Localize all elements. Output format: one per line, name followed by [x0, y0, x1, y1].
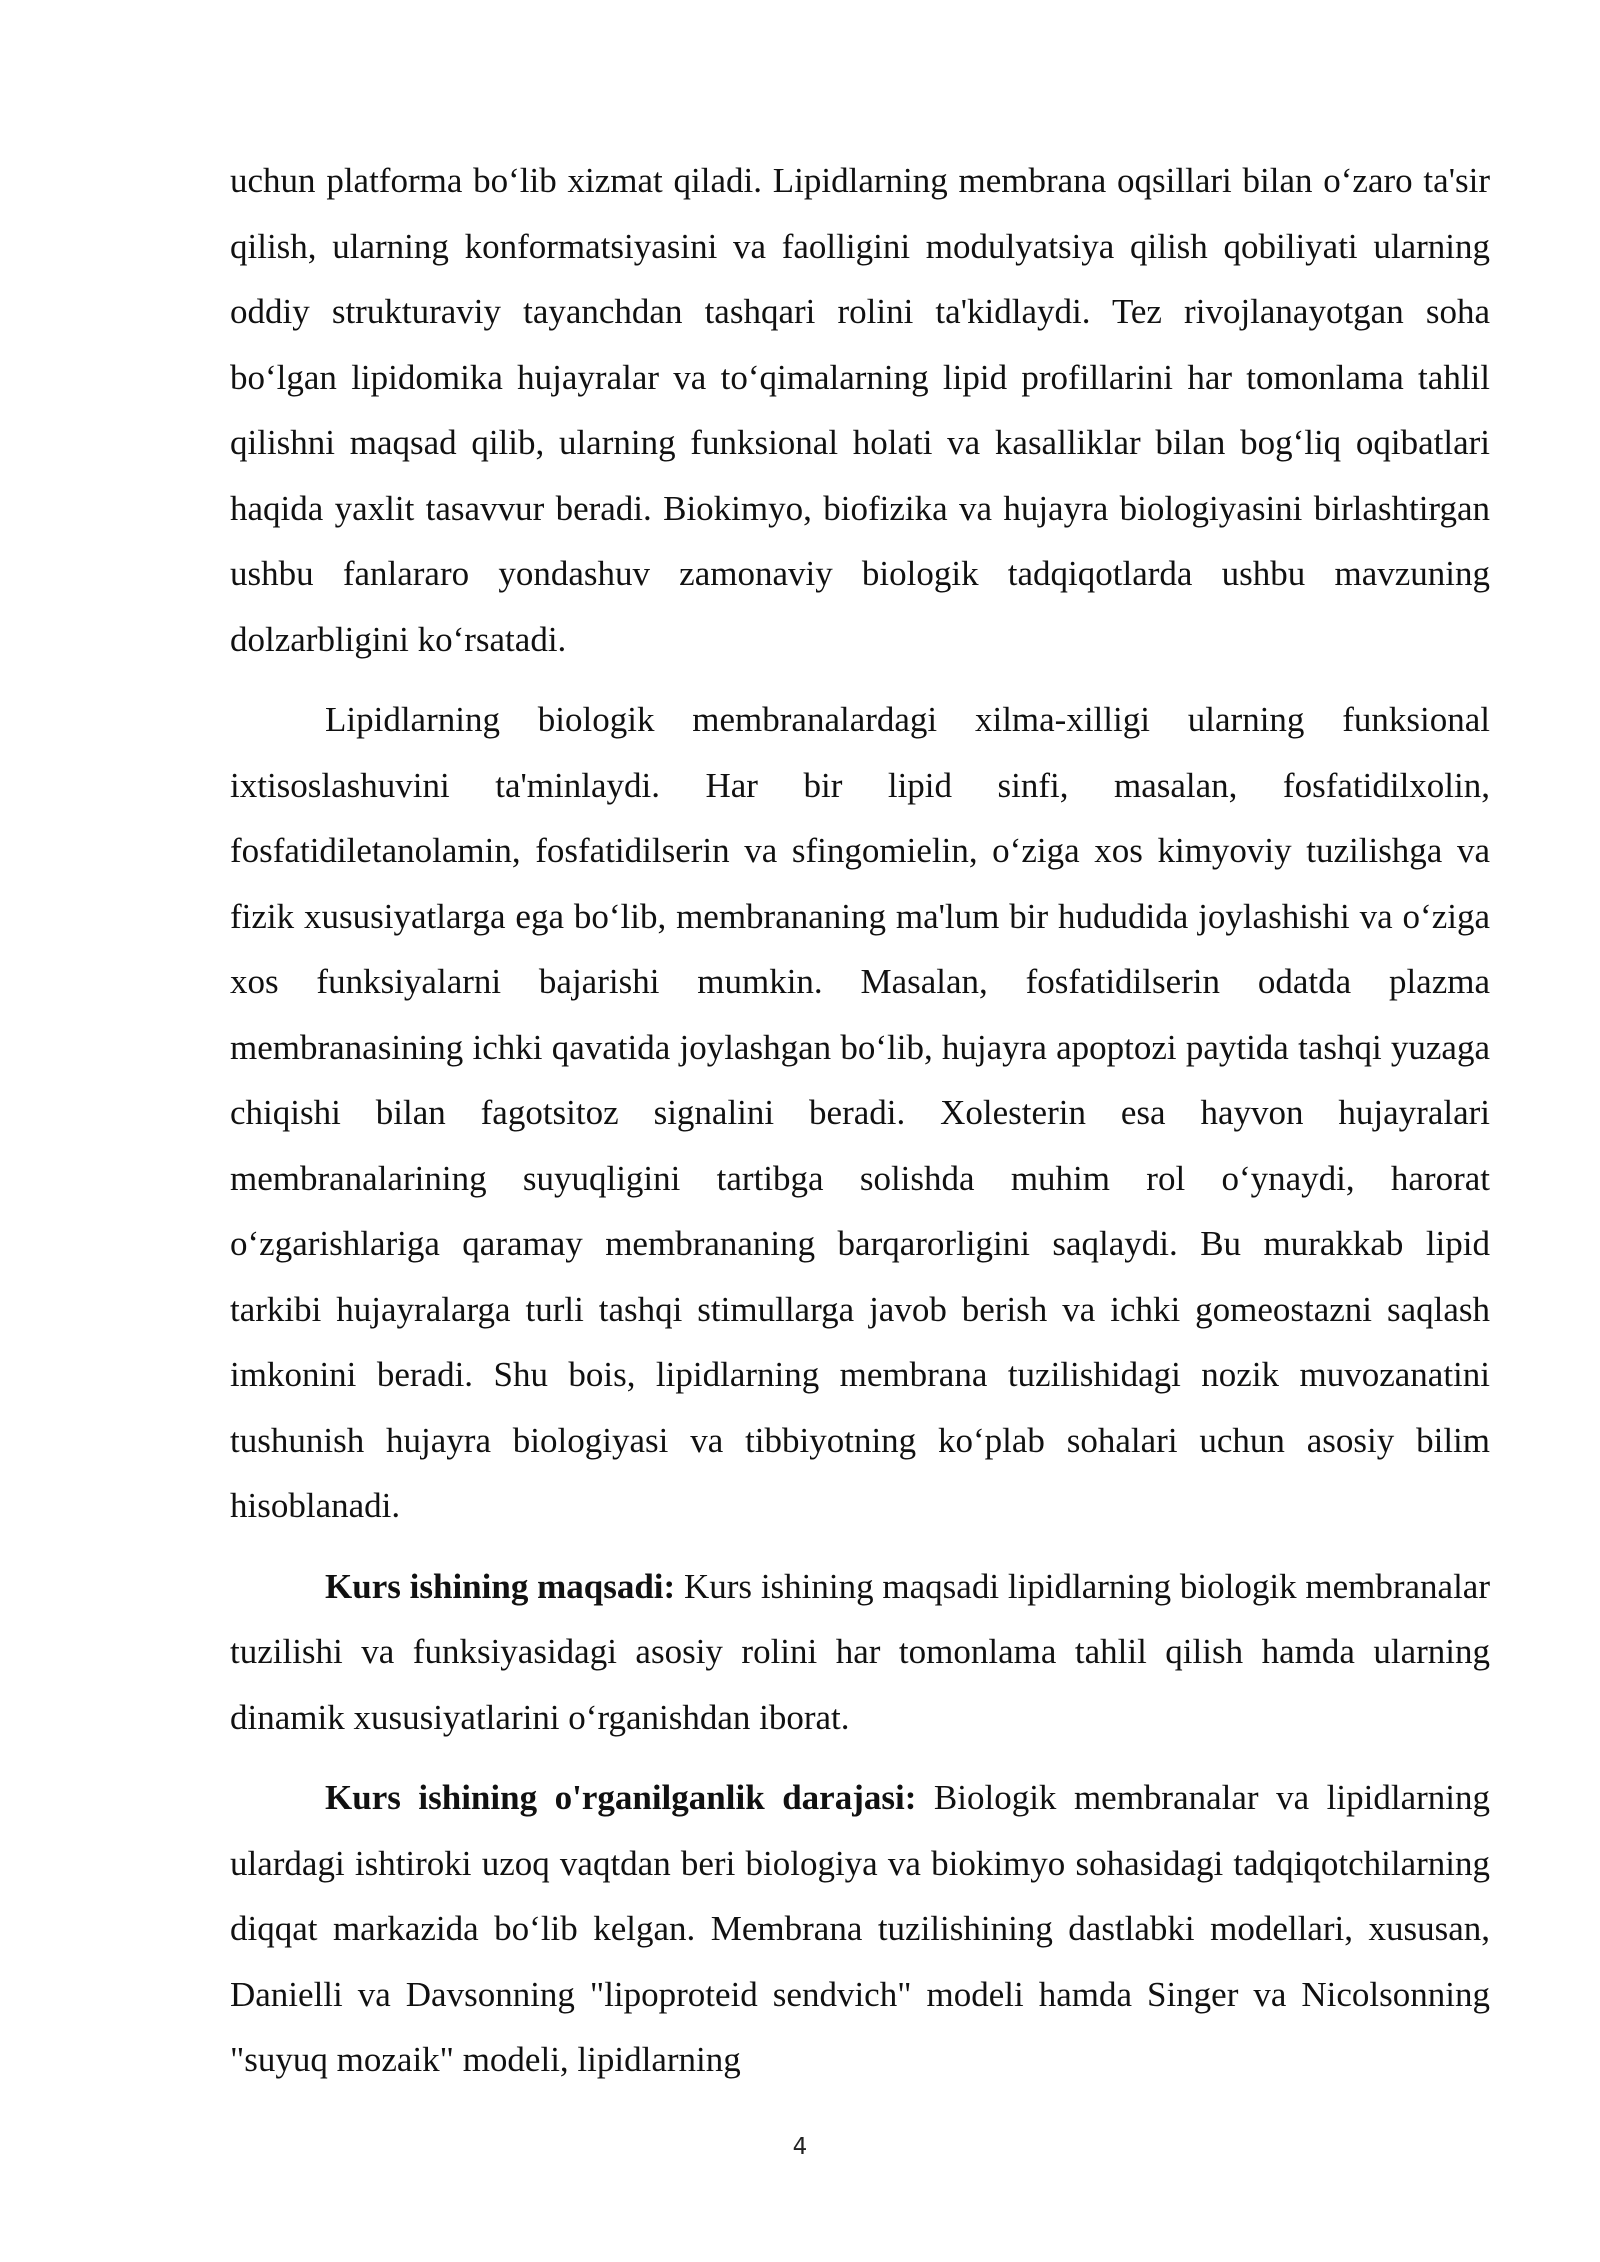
paragraph-text: uchun platforma bo‘lib xizmat qiladi. Lipidlarning membrana oqsillari bilan o‘zaro ta'sir qilish, ularning konformatsiyasini va faolligini modulyatsiya qilish qobiliyati ularning oddiy strukturaviy tayanchdan tashqari rolini ta'kidlaydi. Tez rivojlanayotgan soha bo‘lgan lipidomika hujayralar va to‘qimalarning lipid profillarini har tomonlama tahlil qilishni maqsad qilib, ularning funksional holati va kasalliklar bilan bog‘liq oqibatlari haqida yaxlit tasavvur beradi. Biokimyo, biofizika va hujayra biologiyasini birlashtirgan ushbu fanlararo yondashuv zamonaviy biologik tadqiqotlarda ushbu mavzuning dolzarbligini ko‘rsatadi. [230, 161, 1490, 659]
paragraph-text: Kurs ishining maqsadi lipidlarning biologik membranalar tuzilishi va funksiyasidagi asosiy rolini har tomonlama tahlil qilish hamda ularning dinamik xususiyatlarini o‘rganishdan iborat. [230, 1566, 1491, 1737]
paragraph-text: Lipidlarning biologik membranalardagi xilma-xilligi ularning funksional ixtisoslashuvini ta'minlaydi. Har bir lipid sinfi, masalan, fosfatidilxolin, fosfatidiletanolamin, fosfatidilserin va sfingomielin, o‘ziga xos kimyoviy tuzilishga va fizik xususiyatlarga ega bo‘lib, membrananing ma'lum bir hududida joylashishi va o‘ziga xos funksiyalarni bajarishi mumkin. Masalan, fosfatidilserin odatda plazma membranasining ichki qavatida joylashgan bo‘lib, hujayra apoptozi paytida tashqi yuzaga chiqishi bilan fagotsitoz signalini beradi. Xolesterin esa hayvon hujayralari membranalarining suyuqligini tartibga solishda muhim rol o‘ynaydi, harorat o‘zgarishlariga qaramay membrananing barqarorligini saqlaydi. Bu murakkab lipid tarkibi hujayralarga turli tashqi stimullarga javob berish va ichki gomeostazni saqlash imkonini beradi. Shu bois, lipidlarning membrana tuzilishidagi nozik muvozanatini tushunish hujayra biologiyasi va tibbiyotning ko‘plab sohalari uchun asosiy bilim hisoblanadi. [230, 700, 1490, 1525]
paragraph-continuation [230, 148, 1490, 672]
paragraph-lipid-diversity [230, 687, 1490, 1539]
paragraph-text: Biologik membranalar va lipidlarning ulardagi ishtiroki uzoq vaqtdan beri biologiya va biokimyo sohasidagi tadqiqotchilarning diqqat markazida bo‘lib kelgan. Membrana tuzilishining dastlabki modellari, xususan, Danielli va Davsonning "lipoproteid sendvich" modeli hamda Singer va Nicolsonning "suyuq mozaik" modeli, lipidlarning [230, 1778, 1490, 2079]
page-number: 4 [792, 2134, 808, 2160]
page-body [230, 148, 1490, 2108]
paragraph-heading: Kurs ishining o'rganilganlik darajasi: [325, 1778, 917, 1817]
paragraph-heading: Kurs ishining maqsadi: [325, 1566, 676, 1606]
paragraph-course-goal [230, 1554, 1490, 1751]
paragraph-study-level [230, 1765, 1490, 2093]
